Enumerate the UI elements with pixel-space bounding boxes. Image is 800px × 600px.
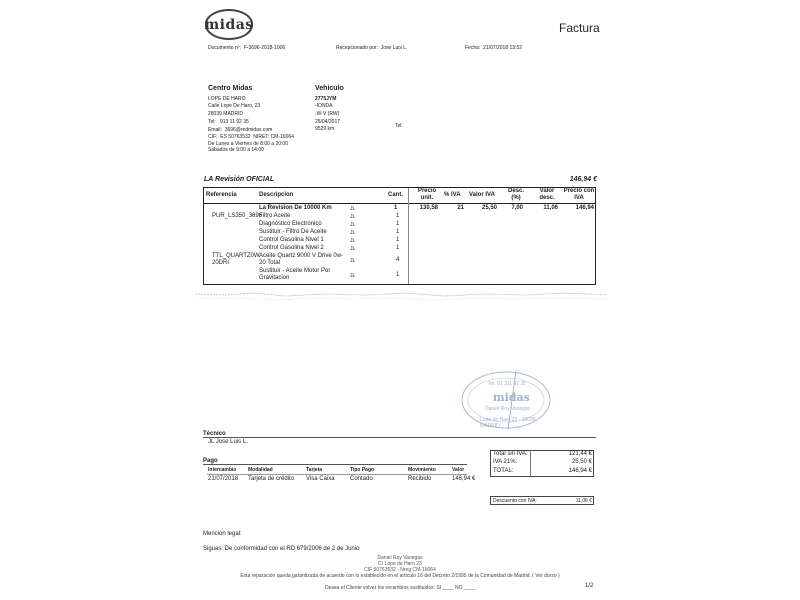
th-descripcion: Descripcion <box>259 192 294 198</box>
row-cant: 1 <box>396 245 400 251</box>
iva-label: IVA 21%: <box>493 459 518 465</box>
main-row-valor-desc: 11,06 <box>543 205 558 211</box>
total-sin-iva-label: Total sin IVA: <box>493 451 528 457</box>
row-cant: 1 <box>396 213 400 219</box>
mencion-legal: Mencion legal: <box>203 531 242 537</box>
recepcionado-value: Jose Luis L. <box>380 45 408 51</box>
descuento-label: Descuento con IVA: <box>493 498 537 504</box>
logo-text: midas <box>204 16 254 33</box>
pago-tipo: Contado <box>350 476 373 482</box>
vehiculo-plate: 2775JYM <box>315 96 337 102</box>
pago-header-valor: Valor <box>452 467 465 473</box>
midas-logo <box>205 9 253 40</box>
pago-title: Pago <box>203 458 218 464</box>
centro-cif <box>208 134 294 140</box>
row-ref: TTL_QUARTZ0W 20DRI <box>212 253 260 266</box>
main-row-unit: JL <box>350 206 356 212</box>
total-label: TOTAL: <box>493 468 514 474</box>
pago-intercambio: 21/07/2018 <box>208 476 239 482</box>
row-cant: 1 <box>396 237 400 243</box>
row-unit: JL <box>350 230 356 236</box>
row-unit: JL <box>350 222 356 228</box>
th-referencia: Referencia <box>206 192 237 198</box>
row-cant: 4 <box>396 257 400 263</box>
footer-line-2: C/ Lope de Haro 23 <box>378 561 422 567</box>
siguas-text: Siguas: De conformidad con el RD 679/2006 de 2 de Junio <box>203 546 360 552</box>
vehiculo-date: 25/04/2017 <box>315 119 341 125</box>
pago-divider <box>203 464 467 465</box>
centro-niret-value: CM-16064 <box>270 134 294 140</box>
row-desc: Control Gasolina Nivel 2 <box>259 245 324 251</box>
table-header-divider <box>203 203 596 204</box>
fecha-label: Fecha: <box>465 45 481 51</box>
th-desc: Desc. (%) <box>507 188 524 201</box>
recepcionado-field <box>336 45 407 51</box>
centro-tel-value: 913 11 92 35 <box>219 119 249 125</box>
vehiculo-brand: -IONDA <box>315 103 333 109</box>
main-row-precio: 130,58 <box>419 205 438 211</box>
pago-tarjeta: Visa Caixa <box>306 476 335 482</box>
centro-line-3: 28039 MADRID <box>208 111 244 117</box>
centro-email-value: 3696@redmidas.com <box>224 127 273 133</box>
tecnico-divider <box>203 437 596 438</box>
company-stamp <box>460 370 552 430</box>
stamp-brand: midas <box>493 391 530 404</box>
tecnico-title: Técnico <box>203 431 226 437</box>
row-desc: Aceite Quartz 9000 V Drive 0w-20 Total <box>259 253 344 266</box>
vehiculo-tel-label: Tel: <box>395 123 403 129</box>
row-unit: JL <box>350 273 356 279</box>
vehiculo-model: -W-V (RW) <box>315 111 340 117</box>
centro-cif-label: CIF: <box>208 134 218 140</box>
pago-header-tarjeta: Tarjeta <box>306 467 323 473</box>
centro-hours-1: De Lunes a Viernes de 8:00 a 20:00 <box>208 141 288 147</box>
totals-divider <box>530 450 531 477</box>
recepcionado-label: Recepcionado por: <box>336 45 378 51</box>
centro-niret-label: NIRET: <box>253 134 270 140</box>
vehiculo-title: Vehiculo <box>315 85 344 92</box>
centro-cif-value: ES 50763532 <box>220 134 251 140</box>
vehiculo-km: 9529 km <box>315 126 335 132</box>
row-unit: JL <box>350 214 356 220</box>
document-title: Factura <box>559 21 600 35</box>
table-col-divider <box>408 188 409 284</box>
descuento-value: 11,06 € <box>575 498 592 504</box>
total-value: 146,94 € <box>568 468 592 474</box>
row-ref: PUR_LS350_3696 <box>212 213 263 219</box>
section-title: LA Revisión OFICIAL <box>204 176 275 183</box>
footer-line-1: Daniel Roy Vanegas <box>377 555 423 561</box>
row-cant: 1 <box>396 229 400 235</box>
row-unit: JL <box>350 238 356 244</box>
pago-header-tipo: Tipo Pago <box>350 467 375 473</box>
pago-movimiento: Recibido <box>408 476 432 482</box>
main-row-desc: 7,00 <box>511 205 523 211</box>
row-desc: Sustituir - Aceite Motor Por Gravitacion <box>259 268 331 281</box>
pago-header-divider <box>207 474 467 475</box>
th-valor-iva: Valor IVA <box>469 192 495 198</box>
row-desc: Filtro Aceite <box>259 213 291 219</box>
centro-tel-label: Tel: <box>208 119 216 125</box>
main-row-cant: 1 <box>394 205 398 211</box>
th-valor-desc: Valor desc. <box>539 188 555 201</box>
documento-value: F-3696-2018-1006 <box>243 45 286 51</box>
iva-value: 25,50 € <box>571 459 592 465</box>
centro-email-label: Email: <box>208 127 222 133</box>
page-number: 1/2 <box>585 583 594 589</box>
centro-hours-2: Sabados de 9:00 a 14:00 <box>208 147 264 153</box>
pago-header-movimiento: Movimiento <box>408 467 436 473</box>
th-precio-unit: Precio unit. <box>417 188 437 201</box>
centro-title: Centro Midas <box>208 85 253 92</box>
stamp-address: Lope de Haro 23 · 28039 MADRID <box>480 417 536 429</box>
row-desc: Diagnóstico Electrónico <box>259 221 322 227</box>
footer-line-3: CIF 50763532 · Nreg CM-16064 <box>364 567 436 573</box>
th-cant: Cant. <box>388 192 403 198</box>
pago-header-modalidad: Modalidad <box>248 467 273 473</box>
stamp-phone: Tel. 91 311 92 35 <box>488 381 526 387</box>
main-row-valor-iva: 25,50 <box>481 205 497 211</box>
footer-guarantee: Esta reparación queda garantizada de acuerdo con lo establecido en el artículo 16 del Decreto 2/1995 de la Comunidad de Madrid. ( Ver dorso ) <box>240 573 560 579</box>
th-iva: % IVA <box>444 192 461 198</box>
section-total: 146,94 € <box>569 176 597 183</box>
row-cant: 1 <box>396 272 400 278</box>
main-row-precio-con: 146,94 <box>575 205 594 211</box>
total-sin-iva-value: 121,44 € <box>568 451 592 457</box>
documento-label: Documento nº: <box>208 45 241 51</box>
th-precio-con-iva: Precio con IVA <box>563 188 595 201</box>
centro-email <box>208 127 272 133</box>
stamp-name: Daniel Roy Vanegas <box>485 406 531 412</box>
footer-recambios: Desea el Cliente volver los recambios sustituidos: SI ____ NO ____ <box>324 585 476 591</box>
row-desc: Sustituir - Filtro De Aceite <box>259 229 327 235</box>
centro-line-2: Calle Lope De Haro, 23 <box>208 103 261 109</box>
main-row-descripcion: La Revision De 10000 Km <box>259 205 332 211</box>
scan-tear-divider <box>195 290 607 304</box>
row-unit: JL <box>350 246 356 252</box>
centro-tel <box>208 119 249 125</box>
tecnico-value: JL Jose Luis L. <box>208 439 248 445</box>
main-row-iva: 21 <box>457 205 464 211</box>
row-desc: Control Gasolina Nivel 1 <box>259 237 324 243</box>
pago-modalidad: Tarjeta de crédito <box>248 476 295 482</box>
pago-valor: 146,94 € <box>452 476 476 482</box>
fecha-value: 21/07/2018 13:52 <box>483 45 523 51</box>
row-unit: JL <box>350 258 356 264</box>
fecha-field <box>465 45 522 51</box>
row-cant: 1 <box>396 221 400 227</box>
centro-line-1: LOPE DE HARO <box>208 96 246 102</box>
pago-header-intercambio: Intercambio <box>208 467 237 473</box>
documento-field <box>208 45 285 51</box>
